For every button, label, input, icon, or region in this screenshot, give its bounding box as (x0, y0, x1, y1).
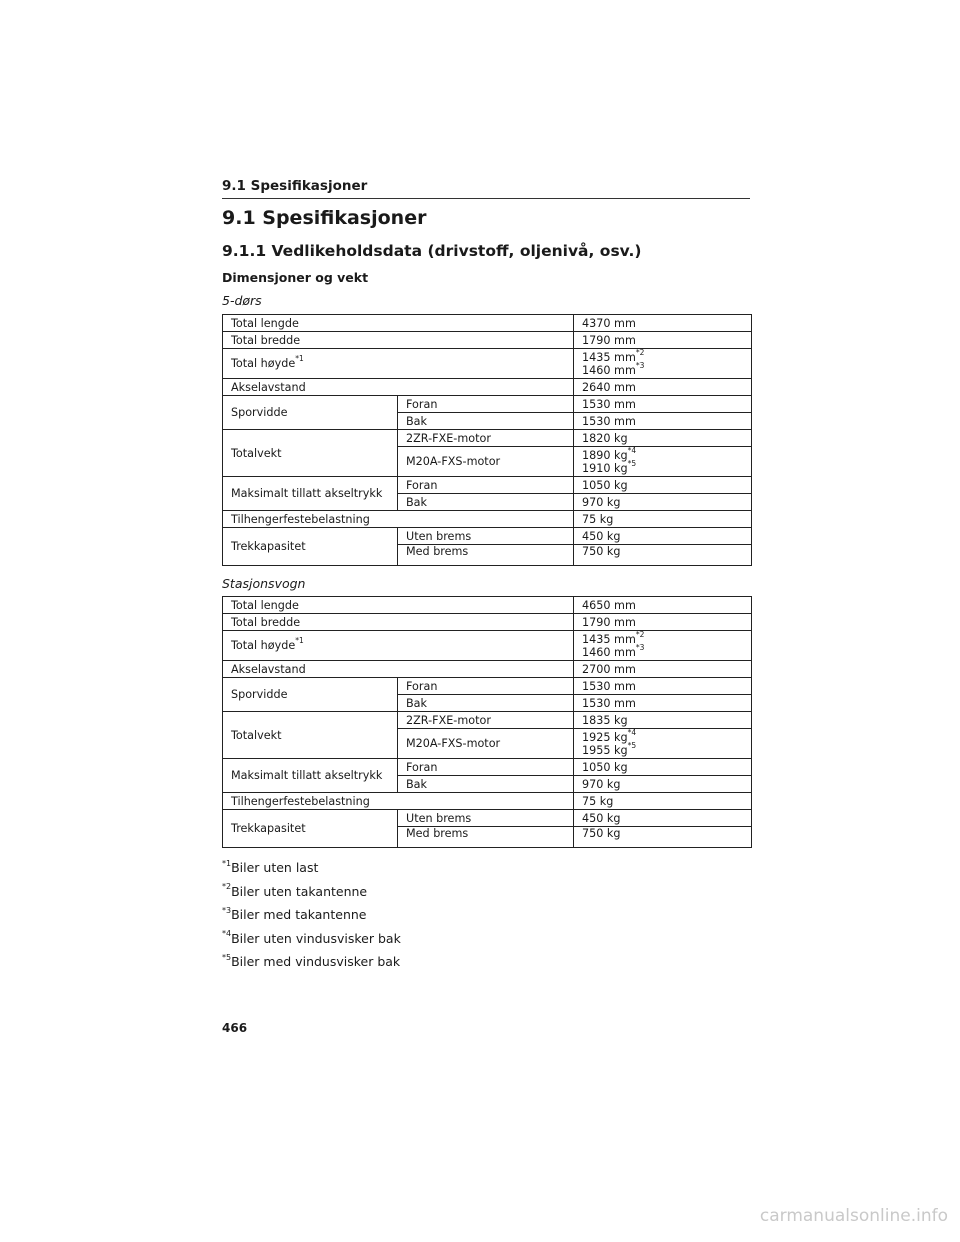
table-row (223, 430, 752, 447)
sub-label: Uten brems (398, 528, 574, 545)
row-value: 750 kg (574, 827, 752, 848)
footnote-ref: *5 (627, 740, 637, 750)
footnote-ref: *1 (295, 636, 304, 646)
sub-label: M20A-FXS-motor (398, 729, 574, 759)
sub-label: 2ZR-FXE-motor (398, 712, 574, 729)
table-row (223, 759, 752, 776)
row-label: Akselavstand (223, 661, 574, 678)
sub-label: Bak (398, 776, 574, 793)
row-value (574, 447, 752, 477)
section-heading: 9.1 Spesifikasjoner (222, 207, 427, 229)
value-line: 1435 mm (582, 350, 636, 364)
label-text: Total høyde (231, 639, 296, 652)
table-row (223, 661, 752, 678)
table-row (223, 597, 752, 614)
subsection-heading: 9.1.1 Vedlikeholdsdata (drivstoff, oljenivå, osv.) (222, 242, 642, 260)
row-value: 75 kg (574, 793, 752, 810)
row-label: Tilhengerfestebelastning (223, 793, 574, 810)
row-value (574, 729, 752, 759)
value-line: 1955 kg (582, 743, 628, 757)
value-line: 1910 kg (582, 461, 628, 475)
row-value: 4370 mm (574, 315, 752, 332)
footnote-mark: *3 (222, 905, 232, 915)
footnote-ref: *2 (635, 348, 645, 357)
row-value: 1530 mm (574, 678, 752, 695)
running-header: 9.1 Spesifikasjoner (222, 178, 750, 199)
row-value: 4650 mm (574, 597, 752, 614)
row-value (574, 349, 752, 379)
value-line: 1435 mm (582, 632, 636, 646)
footnote-ref: *2 (635, 630, 645, 639)
row-value: 1530 mm (574, 695, 752, 712)
footnote-text: Biler uten vindusvisker bak (231, 930, 401, 946)
row-value: 2640 mm (574, 379, 752, 396)
footnote-ref: *1 (295, 354, 304, 364)
sub-label: Med brems (398, 545, 574, 566)
footnote-ref: *4 (627, 446, 637, 455)
table-row (223, 528, 752, 545)
footnote-mark: *2 (222, 882, 232, 892)
sub-label: 2ZR-FXE-motor (398, 430, 574, 447)
row-value: 970 kg (574, 776, 752, 793)
page-number: 466 (222, 1021, 248, 1035)
footnote-text: Biler med vindusvisker bak (231, 954, 401, 969)
table-row (223, 315, 752, 332)
footnote-ref: *4 (627, 728, 637, 737)
row-value: 970 kg (574, 494, 752, 511)
sub-label: M20A-FXS-motor (398, 447, 574, 477)
table-row (223, 511, 752, 528)
watermark: carmanualsonline.info (759, 1206, 948, 1226)
table-row (223, 332, 752, 349)
row-label: Total bredde (223, 614, 574, 631)
row-label (223, 349, 574, 379)
table-row (223, 793, 752, 810)
row-value: 450 kg (574, 810, 752, 827)
footnote-text: Biler med takantenne (231, 907, 367, 922)
table-row (223, 678, 752, 695)
label-text: Total høyde (231, 357, 296, 370)
sub-label: Foran (398, 477, 574, 494)
row-value: 1050 kg (574, 759, 752, 776)
row-label: Totalvekt (223, 712, 398, 759)
footnote (222, 927, 401, 951)
row-value: 750 kg (574, 545, 752, 566)
row-label: Totalvekt (223, 430, 398, 477)
row-label: Total lengde (223, 597, 574, 614)
value-line: 1460 mm (582, 363, 636, 377)
sub-label: Foran (398, 759, 574, 776)
table-caption-stasjonsvogn: Stasjonsvogn (222, 576, 306, 591)
sub-label: Bak (398, 494, 574, 511)
row-label: Total bredde (223, 332, 574, 349)
row-value: 1050 kg (574, 477, 752, 494)
row-value: 1835 kg (574, 712, 752, 729)
sub-label: Bak (398, 695, 574, 712)
sub-label: Med brems (398, 827, 574, 848)
sub-label: Bak (398, 413, 574, 430)
table-row (223, 631, 752, 661)
table-row (223, 349, 752, 379)
table-caption-5-dors: 5-dørs (222, 293, 262, 308)
row-value: 450 kg (574, 528, 752, 545)
footnote-ref: *3 (635, 642, 645, 652)
table-row (223, 614, 752, 631)
row-label: Sporvidde (223, 678, 398, 712)
table-row (223, 477, 752, 494)
footnote-ref: *3 (635, 360, 645, 370)
footnote-mark: *1 (222, 858, 232, 868)
footnote-ref: *5 (627, 458, 637, 468)
table-row (223, 396, 752, 413)
row-value: 1820 kg (574, 430, 752, 447)
spec-table-5-dors (222, 314, 752, 566)
row-label: Akselavstand (223, 379, 574, 396)
row-label: Trekkapasitet (223, 528, 398, 566)
footnote-text: Biler uten last (231, 860, 319, 875)
footnote (222, 903, 401, 927)
row-value: 1530 mm (574, 396, 752, 413)
footnote-text: Biler uten takantenne (231, 883, 368, 899)
footnote-mark: *5 (222, 952, 232, 962)
table-group-heading: Dimensjoner og vekt (222, 270, 369, 285)
row-value: 75 kg (574, 511, 752, 528)
spec-table-stasjonsvogn (222, 596, 752, 848)
row-label: Maksimalt tillatt akseltrykk (223, 477, 398, 511)
table-row (223, 810, 752, 827)
value-line: 1460 mm (582, 645, 636, 659)
sub-label: Foran (398, 678, 574, 695)
row-label: Sporvidde (223, 396, 398, 430)
row-value: 2700 mm (574, 661, 752, 678)
footnote-mark: *4 (222, 929, 232, 939)
footnotes (222, 856, 401, 974)
row-value (574, 631, 752, 661)
footnote (222, 950, 401, 974)
row-label: Total lengde (223, 315, 574, 332)
row-label (223, 631, 574, 661)
table-row (223, 712, 752, 729)
table-row (223, 379, 752, 396)
row-label: Maksimalt tillatt akseltrykk (223, 759, 398, 793)
value-line: 1925 kg (582, 730, 628, 744)
footnote (222, 880, 401, 904)
sub-label: Foran (398, 396, 574, 413)
row-value: 1530 mm (574, 413, 752, 430)
value-line: 1890 kg (582, 448, 628, 462)
footnote (222, 856, 401, 880)
sub-label: Uten brems (398, 810, 574, 827)
row-value: 1790 mm (574, 332, 752, 349)
row-label: Trekkapasitet (223, 810, 398, 848)
row-label: Tilhengerfestebelastning (223, 511, 574, 528)
row-value: 1790 mm (574, 614, 752, 631)
